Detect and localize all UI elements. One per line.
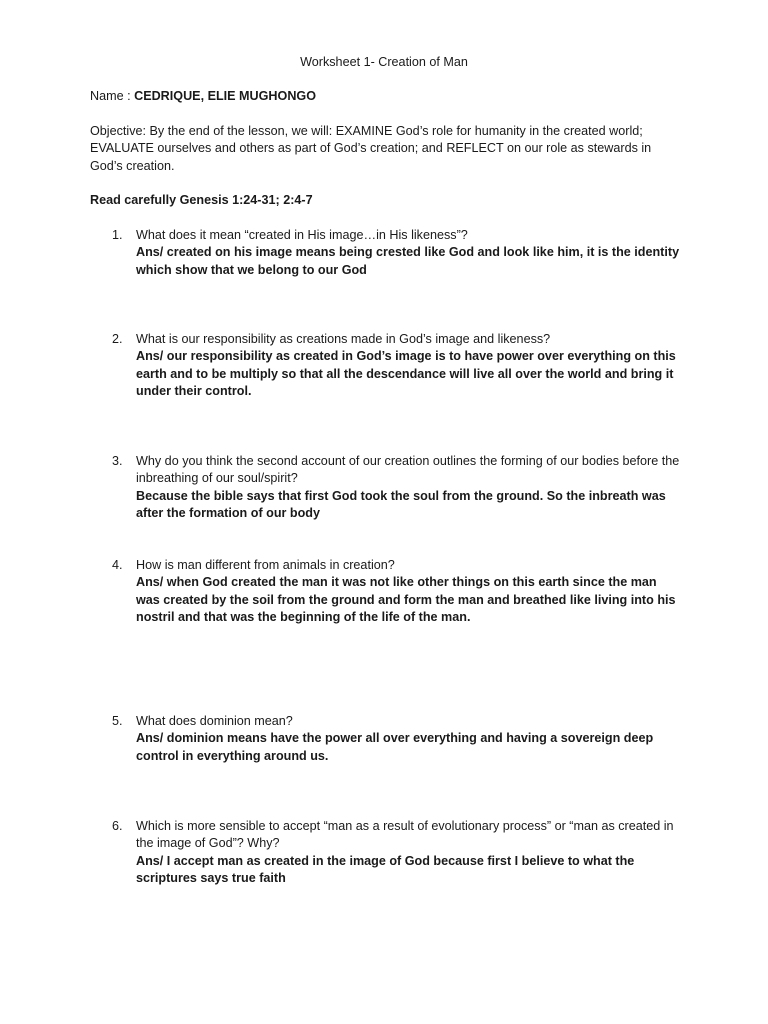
answer-text: Ans/ created on his image means being crested like God and look like him, it is the identity which show that we belong to our God — [136, 245, 680, 277]
worksheet-title: Worksheet 1- Creation of Man — [300, 55, 468, 69]
question-item-1 — [90, 227, 690, 279]
question-number: 5. — [112, 714, 123, 728]
question-text: What does dominion mean? — [136, 714, 293, 728]
answer-text: Ans/ I accept man as created in the image of God because first I believe to what the scriptures says true faith — [136, 853, 635, 886]
question-number: 1. — [112, 228, 123, 242]
question-number: 6. — [112, 819, 123, 833]
question-number: 3. — [112, 454, 123, 468]
question-text: What does it mean “created in His image…in His likeness”? — [136, 228, 468, 242]
answer-text: Ans/ dominion means have the power all over everything and having a sovereign deep control in everything around us. — [136, 731, 654, 763]
question-text: Why do you think the second account of our creation outlines the forming of our bodies before the inbreathing of our soul/spirit? — [136, 454, 680, 486]
answer-text: Ans/ when God created the man it was not like other things on this earth since the man was created by the soil from the ground and form the man and breathed like living into his nostril and that was the beginning of the life of the man. — [136, 575, 676, 625]
question-item-6 — [90, 818, 690, 888]
question-text: What is our responsibility as creations made in God’s image and likeness? — [136, 332, 551, 346]
answer-text: Because the bible says that first God took the soul from the ground. So the inbreath was after the formation of our body — [136, 488, 666, 521]
reading-instruction: Read carefully Genesis 1:24-31; 2:4-7 — [90, 193, 313, 207]
question-number: 2. — [112, 332, 123, 346]
answer-text: Ans/ our responsibility as created in God’s image is to have power over everything on this earth and to be multiply so that all the descendance will live all over the world and bring it under their control. — [136, 349, 676, 399]
student-name-line — [90, 88, 316, 105]
question-item-2 — [90, 331, 690, 401]
objective-paragraph: Objective: By the end of the lesson, we will: EXAMINE God’s role for humanity in the created world; EVALUATE ourselves and others as part of God’s creation; and REFLECT on our role as stewards in God’s creation. — [90, 124, 652, 173]
question-item-4 — [90, 557, 690, 627]
question-item-3 — [90, 453, 690, 523]
name-label: Name : — [90, 89, 135, 103]
question-text: Which is more sensible to accept “man as a result of evolutionary process” or “man as created in the image of God”? Why? — [136, 819, 674, 851]
question-item-5 — [90, 713, 690, 765]
student-name: CEDRIQUE, ELIE MUGHONGO — [134, 89, 317, 103]
question-text: How is man different from animals in creation? — [136, 558, 395, 572]
question-number: 4. — [112, 558, 123, 572]
